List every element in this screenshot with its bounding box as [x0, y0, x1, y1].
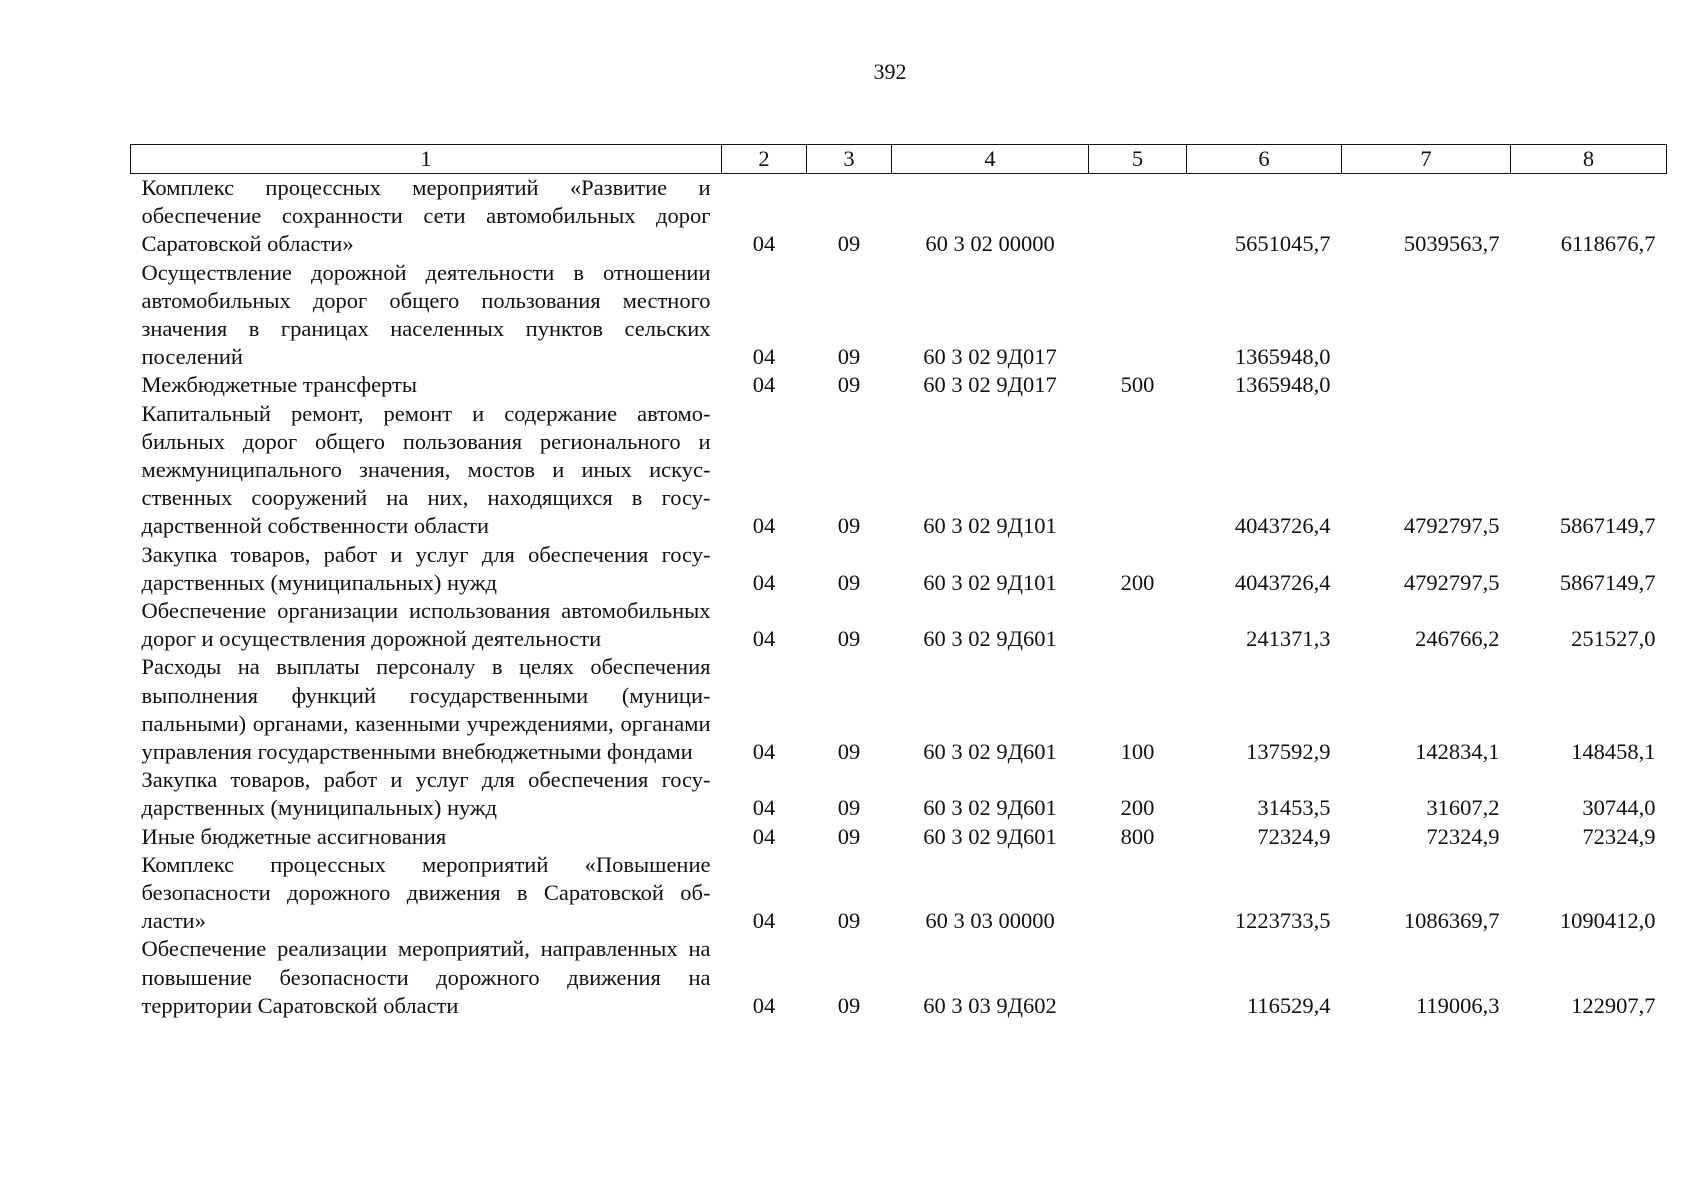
amount-year-1: 4043726,4	[1234, 513, 1331, 539]
expense-type-code	[1089, 935, 1187, 1020]
section-code: 04	[752, 569, 776, 595]
table-row	[131, 823, 1667, 851]
section-code: 04	[752, 795, 776, 821]
table-row	[131, 766, 1667, 822]
subsection-code: 09	[837, 795, 861, 821]
subsection-code: 09	[837, 569, 861, 595]
expense-type-code: 800	[1120, 823, 1155, 849]
row-name: Капитальный ремонт, ремонт и содержание автомобильных дорог общего пользования регионального и межмуниципального значения, мостов и иных искусственных сооружений на них, находящихся в государственной собственности области	[141, 400, 711, 539]
amount-year-3: 72324,9	[1582, 823, 1656, 849]
target-article-code: 60 3 02 00000	[925, 231, 1055, 257]
section-code: 04	[752, 513, 776, 539]
table-row	[131, 851, 1667, 936]
target-article-code: 60 3 02 9Д017	[923, 372, 1057, 398]
target-article-code: 60 3 02 9Д601	[923, 823, 1057, 849]
amount-year-3	[1511, 259, 1667, 372]
column-header: 3	[807, 145, 892, 174]
amount-year-1: 72324,9	[1257, 823, 1331, 849]
amount-year-1: 5651045,7	[1234, 231, 1331, 257]
amount-year-3: 251527,0	[1571, 626, 1656, 652]
column-header: 4	[892, 145, 1089, 174]
table-row	[131, 653, 1667, 766]
column-header: 8	[1511, 145, 1667, 174]
amount-year-2: 72324,9	[1426, 823, 1500, 849]
amount-year-3: 1090412,0	[1559, 908, 1656, 934]
section-code: 04	[752, 823, 776, 849]
section-code: 04	[752, 231, 776, 257]
amount-year-3: 122907,7	[1571, 992, 1656, 1018]
subsection-code: 09	[837, 739, 861, 765]
amount-year-1: 241371,3	[1246, 626, 1331, 652]
section-code: 04	[752, 739, 776, 765]
target-article-code: 60 3 02 9Д017	[923, 344, 1057, 370]
amount-year-2: 5039563,7	[1403, 231, 1500, 257]
table-row	[131, 597, 1667, 653]
column-header: 5	[1089, 145, 1187, 174]
table-row	[131, 935, 1667, 1020]
amount-year-2: 246766,2	[1415, 626, 1500, 652]
amount-year-1: 137592,9	[1246, 739, 1331, 765]
target-article-code: 60 3 02 9Д101	[923, 569, 1057, 595]
subsection-code: 09	[837, 823, 861, 849]
subsection-code: 09	[837, 372, 861, 398]
expense-type-code: 100	[1120, 739, 1155, 765]
target-article-code: 60 3 02 9Д601	[923, 795, 1057, 821]
row-name: Закупка товаров, работ и услуг для обеспечения государственных (муниципальных) нужд	[141, 767, 711, 821]
amount-year-1: 31453,5	[1257, 795, 1331, 821]
subsection-code: 09	[837, 513, 861, 539]
row-name: Комплекс процессных мероприятий «Развитие и обеспечение сохранности сети автомобильных дорог Саратовской области»	[141, 175, 711, 257]
amount-year-1: 1223733,5	[1234, 908, 1331, 934]
row-name: Обеспечение организации использования автомобильных дорог и осуществления дорожной деятельности	[141, 598, 711, 652]
expense-type-code	[1089, 597, 1187, 653]
target-article-code: 60 3 03 00000	[925, 908, 1055, 934]
expense-type-code	[1089, 174, 1187, 259]
subsection-code: 09	[837, 231, 861, 257]
section-code: 04	[752, 344, 776, 370]
target-article-code: 60 3 02 9Д601	[923, 739, 1057, 765]
amount-year-1: 116529,4	[1246, 992, 1331, 1018]
target-article-code: 60 3 03 9Д602	[923, 992, 1057, 1018]
amount-year-2: 31607,2	[1426, 795, 1500, 821]
expense-type-code: 200	[1120, 795, 1155, 821]
table-row	[131, 371, 1667, 399]
amount-year-2: 119006,3	[1415, 992, 1500, 1018]
table-row	[131, 174, 1667, 259]
amount-year-2	[1342, 371, 1511, 399]
amount-year-3: 30744,0	[1582, 795, 1656, 821]
row-name: Комплекс процессных мероприятий «Повышение безопасности дорожного движения в Саратовской области»	[141, 851, 711, 934]
amount-year-2: 142834,1	[1415, 739, 1500, 765]
budget-table	[130, 144, 1667, 1020]
subsection-code: 09	[837, 344, 861, 370]
column-header: 7	[1342, 145, 1511, 174]
page-number: 392	[873, 59, 907, 84]
row-name: Обеспечение реализации мероприятий, направленных на повышение безопасности дорожного движения на территории Саратовской области	[141, 936, 711, 1018]
amount-year-2: 4792797,5	[1403, 569, 1500, 595]
amount-year-1: 1365948,0	[1234, 372, 1331, 398]
expense-type-code	[1089, 400, 1187, 541]
amount-year-3	[1511, 371, 1667, 399]
amount-year-2: 4792797,5	[1403, 513, 1500, 539]
amount-year-1: 1365948,0	[1234, 344, 1331, 370]
amount-year-2	[1342, 259, 1511, 372]
section-code: 04	[752, 992, 776, 1018]
table-row	[131, 400, 1667, 541]
amount-year-3: 5867149,7	[1559, 513, 1656, 539]
expense-type-code: 200	[1120, 569, 1155, 595]
section-code: 04	[752, 626, 776, 652]
table-row	[131, 259, 1667, 372]
target-article-code: 60 3 02 9Д101	[923, 513, 1057, 539]
expense-type-code	[1089, 259, 1187, 372]
table-row	[131, 541, 1667, 597]
subsection-code: 09	[837, 992, 861, 1018]
column-header: 6	[1187, 145, 1342, 174]
amount-year-2: 1086369,7	[1403, 908, 1500, 934]
target-article-code: 60 3 02 9Д601	[923, 626, 1057, 652]
amount-year-3: 6118676,7	[1560, 231, 1656, 257]
section-code: 04	[752, 372, 776, 398]
row-name: Закупка товаров, работ и услуг для обеспечения государственных (муниципальных) нужд	[141, 541, 711, 595]
expense-type-code	[1089, 851, 1187, 936]
expense-type-code: 500	[1120, 372, 1155, 398]
row-name: Иные бюджетные ассигнования	[141, 823, 447, 849]
subsection-code: 09	[837, 626, 861, 652]
column-header: 1	[131, 145, 722, 174]
row-name: Межбюджетные трансферты	[141, 372, 417, 398]
amount-year-3: 148458,1	[1571, 739, 1656, 765]
section-code: 04	[752, 908, 776, 934]
row-name: Осуществление дорожной деятельности в отношении автомобильных дорог общего пользования местного значения в границах населенных пунктов сельских поселений	[141, 259, 711, 370]
amount-year-3: 5867149,7	[1559, 569, 1656, 595]
table-header-row	[131, 145, 1667, 174]
column-header: 2	[722, 145, 807, 174]
row-name: Расходы на выплаты персоналу в целях обеспечения выполнения функций государственными (муниципальными) органами, казенными учреждениями, органами управления государственными внебюджетными фондами	[141, 654, 711, 765]
subsection-code: 09	[837, 908, 861, 934]
amount-year-1: 4043726,4	[1234, 569, 1331, 595]
